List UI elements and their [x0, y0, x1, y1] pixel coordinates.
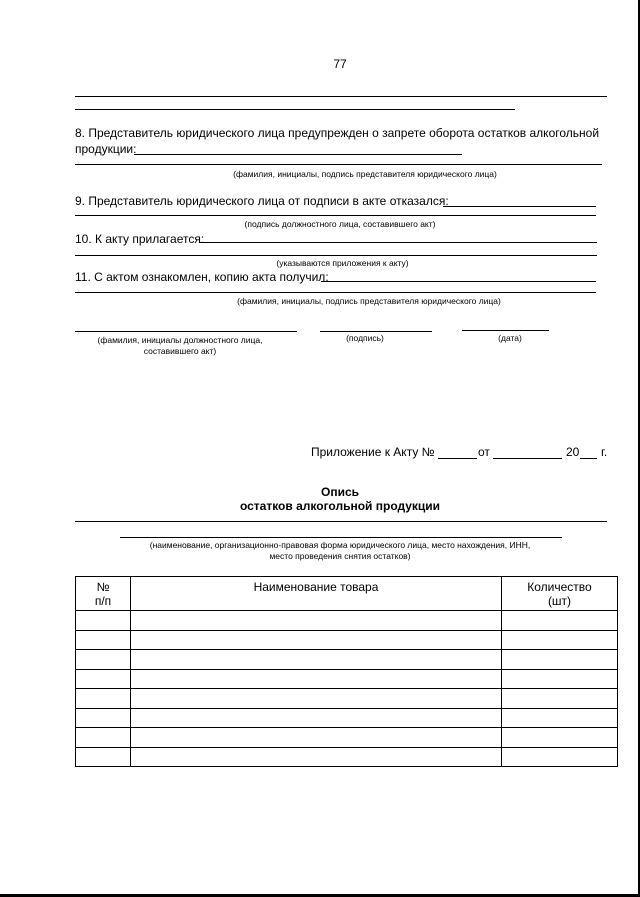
item9-text: 9. Представитель юридического лица от подписи в акте отказался:	[75, 194, 449, 208]
item8-fill-line	[134, 154, 462, 155]
signature-sign-line	[320, 331, 432, 332]
col-header-quantity-line1: Количество	[527, 580, 592, 594]
signature-date-caption: (дата)	[498, 333, 522, 343]
cell-name[interactable]	[131, 669, 502, 689]
appendix-number-line	[438, 458, 477, 459]
cell-quantity[interactable]	[502, 611, 618, 631]
item8-text-line1: 8. Представитель юридического лица предупрежден о запрете оборота остатков алкогольной	[75, 126, 600, 140]
table-row	[76, 650, 618, 670]
blank-line	[75, 109, 515, 110]
cell-number[interactable]	[76, 689, 131, 709]
cell-number[interactable]	[76, 747, 131, 767]
col-header-name-label: Наименование товара	[253, 580, 379, 594]
appendix-from: от	[478, 445, 490, 459]
table-row	[76, 630, 618, 650]
item10-fill-line	[200, 242, 597, 243]
cell-quantity[interactable]	[502, 708, 618, 728]
cell-quantity[interactable]	[502, 689, 618, 709]
item10-caption: (указываются приложения к акту)	[276, 258, 409, 268]
cell-name[interactable]	[131, 708, 502, 728]
title-line2: остатков алкогольной продукции	[239, 499, 441, 513]
item10-text: 10. К акту прилагается:	[75, 232, 205, 246]
item8-caption: (фамилия, инициалы, подпись представителя юридического лица)	[233, 169, 497, 179]
cell-number[interactable]	[76, 669, 131, 689]
appendix-prefix: Приложение к Акту №	[311, 445, 435, 459]
blank-line	[75, 215, 596, 216]
cell-name[interactable]	[131, 747, 502, 767]
cell-quantity[interactable]	[502, 728, 618, 748]
cell-name[interactable]	[131, 630, 502, 650]
appendix-year-suffix: г.	[601, 445, 608, 459]
cell-number[interactable]	[76, 708, 131, 728]
cell-name[interactable]	[131, 611, 502, 631]
table-row	[76, 747, 618, 767]
col-header-number	[76, 577, 131, 611]
cell-number[interactable]	[76, 630, 131, 650]
blank-line	[75, 96, 607, 97]
cell-name[interactable]	[131, 650, 502, 670]
org-line	[75, 521, 607, 522]
appendix-year-prefix: 20	[566, 445, 580, 459]
table-row	[76, 669, 618, 689]
org-caption-line2: место проведения снятия остатков)	[269, 551, 411, 561]
item11-caption: (фамилия, инициалы, подпись представителя юридического лица)	[237, 296, 501, 306]
page-number: 77	[333, 57, 347, 71]
col-header-number-line2: п/п	[94, 594, 112, 608]
cell-name[interactable]	[131, 728, 502, 748]
signature-sign-caption: (подпись)	[346, 333, 384, 343]
appendix-date-line	[493, 458, 562, 459]
org-caption-line1: (наименование, организационно-правовая форма юридического лица, место нахождения, ИНН,	[149, 540, 531, 550]
cell-quantity[interactable]	[502, 747, 618, 767]
blank-line	[75, 164, 602, 165]
appendix-year-line	[580, 458, 597, 459]
item8-text-line2: продукции:	[75, 142, 137, 156]
cell-quantity[interactable]	[502, 669, 618, 689]
item9-fill-line	[443, 206, 596, 207]
table-row	[76, 728, 618, 748]
col-header-quantity	[502, 577, 618, 611]
inventory-table	[75, 576, 618, 767]
cell-number[interactable]	[76, 611, 131, 631]
cell-number[interactable]	[76, 650, 131, 670]
table-row	[76, 611, 618, 631]
signature-date-line	[462, 330, 549, 331]
signature-name-line	[75, 331, 297, 332]
item11-text: 11. С актом ознакомлен, копию акта получил:	[75, 270, 329, 284]
col-header-name	[131, 577, 502, 611]
signature-name-caption-line1: (фамилия, инициалы должностного лица,	[97, 335, 263, 345]
cell-quantity[interactable]	[502, 630, 618, 650]
table-header-row	[76, 577, 618, 611]
cell-quantity[interactable]	[502, 650, 618, 670]
cell-name[interactable]	[131, 689, 502, 709]
signature-name-caption-line2: составившего акт)	[143, 346, 217, 356]
blank-line	[75, 255, 597, 256]
blank-line	[75, 292, 596, 293]
cell-number[interactable]	[76, 728, 131, 748]
title-line1: Опись	[320, 485, 359, 499]
item9-caption: (подпись должностного лица, составившего акт)	[244, 219, 436, 229]
col-header-number-line1: №	[96, 580, 110, 594]
item11-fill-line	[321, 281, 596, 282]
table-row	[76, 689, 618, 709]
table-row	[76, 708, 618, 728]
org-line	[120, 537, 562, 538]
col-header-quantity-line2: (шт)	[547, 594, 572, 608]
